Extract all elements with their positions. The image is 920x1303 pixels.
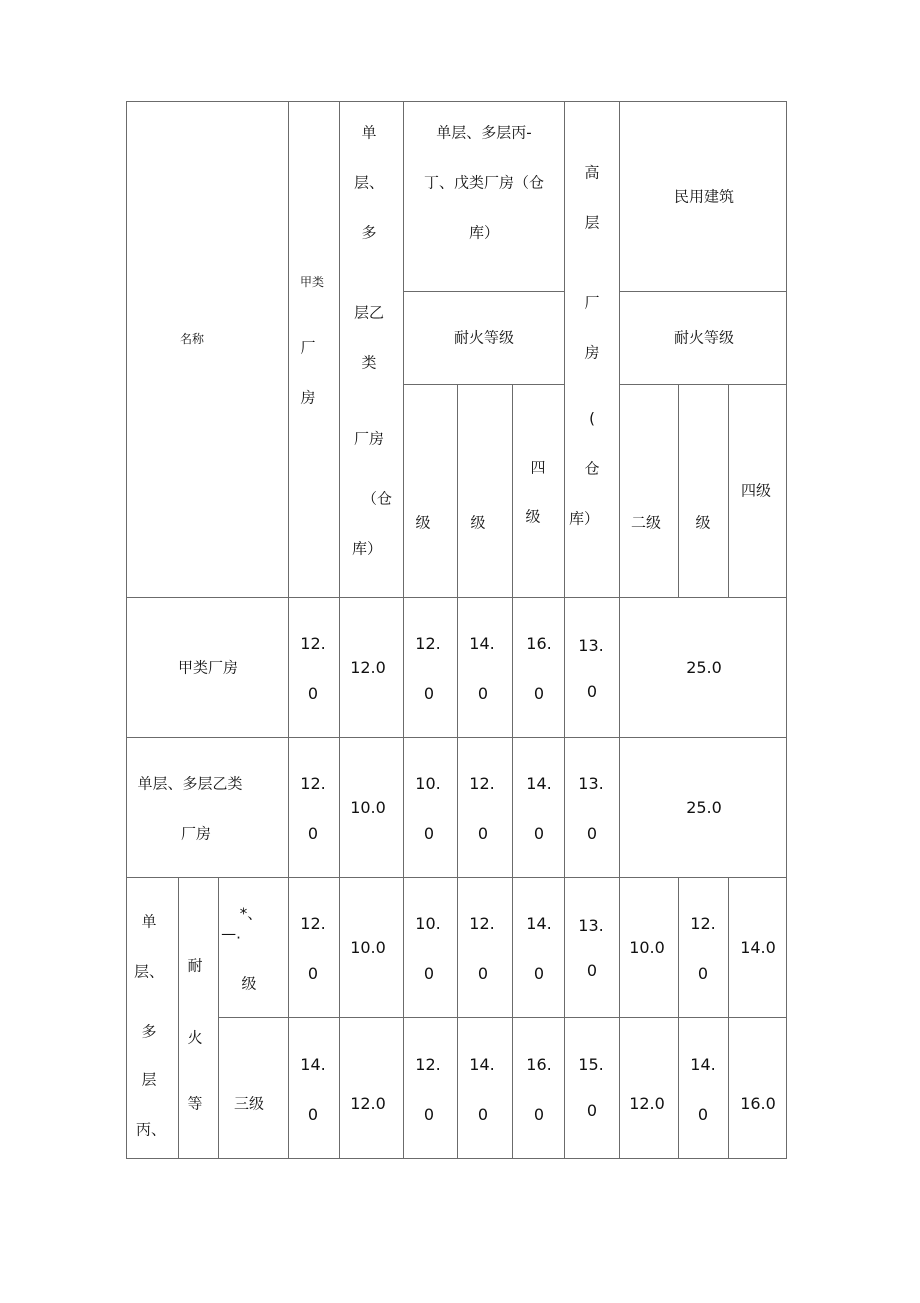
group3-sub1-cde-3 — [512, 877, 565, 1018]
group3-label1-line3: 多 — [141, 1022, 157, 1041]
row1-class-a-v2: 0 — [307, 684, 319, 703]
group3-sub1-civil-2-v1: 12. — [690, 914, 716, 933]
group3-sub2-class-a-v1: 14. — [300, 1055, 326, 1074]
header-class-b-line5: 类 — [361, 353, 377, 372]
group3-sub2-civil-2-v1: 14. — [690, 1055, 716, 1074]
row1-cde-2-v1: 14. — [469, 634, 495, 653]
row2-civil-v: 25.0 — [686, 798, 722, 817]
group3-label2-line2: 火 — [187, 1028, 203, 1047]
group3-sub1-cde-3-v2: 0 — [533, 964, 545, 983]
header-fire-rating-civil-label: 耐火等级 — [673, 328, 735, 347]
group3-sub2-class-a — [288, 1017, 340, 1159]
header-grade-cde-1 — [403, 384, 458, 598]
group3-sub2-civil-1-v: 12.0 — [629, 1094, 665, 1113]
row2-high-rise-v1: 13. — [578, 774, 604, 793]
header-class-a-line1: 甲类 — [299, 275, 325, 289]
group3-sub1-cde-1-v1: 10. — [415, 914, 441, 933]
row1-class-a-v1: 12. — [300, 634, 326, 653]
group3-sub1-label-line1: *、 — [239, 904, 263, 923]
row1-cde-3-v1: 16. — [526, 634, 552, 653]
header-class-cde-line3: 库） — [468, 223, 500, 242]
header-class-a-line3: 房 — [300, 388, 316, 407]
group3-sub2-civil-2 — [678, 1017, 729, 1159]
group3-sub2-cde-2-v1: 14. — [469, 1055, 495, 1074]
group3-sub1-civil-3-v: 14.0 — [740, 938, 776, 957]
group3-sub1-high-rise — [564, 877, 620, 1018]
group3-sub2-class-a-v2: 0 — [307, 1105, 319, 1124]
row1-high-rise-v1: 13. — [578, 636, 604, 655]
group3-sub1-cde-1-v2: 0 — [423, 964, 435, 983]
header-civil-label: 民用建筑 — [673, 187, 735, 206]
row1-class-b — [339, 597, 404, 738]
group3-sub1-cde-2-v2: 0 — [477, 964, 489, 983]
row1-civil-v: 25.0 — [686, 658, 722, 677]
group3-label2-line3: 等 — [187, 1094, 203, 1113]
header-fire-rating-cde-label: 耐火等级 — [453, 328, 515, 347]
group3-sub1-class-b-v: 10.0 — [350, 938, 386, 957]
header-class-cde-cell — [403, 101, 565, 292]
group3-sub2-class-b-v: 12.0 — [350, 1094, 386, 1113]
group3-sub2-high-rise-v2: 0 — [586, 1101, 598, 1120]
group3-sub1-cde-1 — [403, 877, 458, 1018]
group3-sub1-label-cell — [218, 877, 289, 1018]
row2-civil — [619, 737, 787, 878]
header-high-rise-line6: 仓 — [584, 459, 600, 478]
row2-cde-1 — [403, 737, 458, 878]
row2-cde-2-v2: 0 — [477, 824, 489, 843]
header-civil-cell — [619, 101, 787, 292]
group3-label1-line5: 丙、 — [135, 1120, 167, 1139]
header-grade-civil-1 — [619, 384, 679, 598]
group3-sub2-civil-3-v: 16.0 — [740, 1094, 776, 1113]
header-high-rise-line7: 库） — [568, 509, 600, 528]
group3-sub1-cde-2-v1: 12. — [469, 914, 495, 933]
group3-sub2-civil-3 — [728, 1017, 787, 1159]
header-class-b-line4: 层乙 — [353, 303, 385, 322]
header-class-b-line1: 单 — [361, 123, 377, 142]
header-grade-civil-2-label: 级 — [695, 513, 711, 532]
row1-label: 甲类厂房 — [177, 658, 239, 677]
header-class-b-line8: 库） — [351, 539, 383, 558]
group3-sub2-cde-3 — [512, 1017, 565, 1159]
group3-sub1-cde-2 — [457, 877, 513, 1018]
row2-class-a-v1: 12. — [300, 774, 326, 793]
header-class-cde-line1: 单层、多层丙- — [436, 123, 532, 142]
header-grade-cde-3 — [512, 384, 565, 598]
group3-label1-cell — [126, 877, 179, 1159]
row1-civil — [619, 597, 787, 738]
group3-sub2-label: 三级 — [233, 1094, 265, 1113]
row2-label-line2: 厂房 — [180, 824, 212, 843]
group3-sub1-class-a — [288, 877, 340, 1018]
header-fire-rating-cde-cell — [403, 291, 565, 385]
group3-sub2-cde-1-v1: 12. — [415, 1055, 441, 1074]
group3-label2-cell — [178, 877, 219, 1159]
row2-high-rise — [564, 737, 620, 878]
row1-cde-2 — [457, 597, 513, 738]
header-name-cell — [126, 101, 289, 598]
row1-cde-1-v2: 0 — [423, 684, 435, 703]
row1-cde-1-v1: 12. — [415, 634, 441, 653]
header-grade-cde-2 — [457, 384, 513, 598]
header-class-a-line2: 厂 — [300, 338, 316, 357]
row2-class-a-v2: 0 — [307, 824, 319, 843]
group3-sub2-class-b — [339, 1017, 404, 1159]
header-high-rise-line3: 厂 — [584, 293, 600, 312]
group3-sub2-cde-2-v2: 0 — [477, 1105, 489, 1124]
header-name-label: 名称 — [179, 332, 205, 346]
row2-cde-3 — [512, 737, 565, 878]
row2-cde-2 — [457, 737, 513, 878]
header-class-a-cell — [288, 101, 340, 598]
group3-sub2-civil-1 — [619, 1017, 679, 1159]
header-fire-rating-civil-cell — [619, 291, 787, 385]
group3-sub2-cde-3-v2: 0 — [533, 1105, 545, 1124]
group3-sub1-high-rise-v1: 13. — [578, 916, 604, 935]
header-grade-cde-3-label1: 四 — [530, 458, 546, 477]
header-high-rise-cell — [564, 101, 620, 598]
group3-sub2-label-cell — [218, 1017, 289, 1159]
row2-cde-1-v1: 10. — [415, 774, 441, 793]
header-high-rise-line1: 高 — [584, 163, 600, 182]
row2-cde-3-v1: 14. — [526, 774, 552, 793]
group3-sub2-civil-2-v2: 0 — [697, 1105, 709, 1124]
row2-cde-2-v1: 12. — [469, 774, 495, 793]
group3-sub1-label-line2: —. — [221, 924, 241, 943]
group3-label2-line1: 耐 — [187, 956, 203, 975]
header-class-b-cell — [339, 101, 404, 598]
row2-label-cell — [126, 737, 289, 878]
row1-high-rise-v2: 0 — [586, 682, 598, 701]
row2-class-a — [288, 737, 340, 878]
group3-sub2-cde-1 — [403, 1017, 458, 1159]
row2-class-b — [339, 737, 404, 878]
header-grade-cde-3-label2: 级 — [525, 507, 541, 526]
group3-sub1-class-b — [339, 877, 404, 1018]
group3-label1-line4: 层 — [141, 1070, 157, 1089]
header-class-b-line6: 厂房 — [353, 429, 385, 448]
group3-sub2-cde-2 — [457, 1017, 513, 1159]
row1-label-cell — [126, 597, 289, 738]
group3-sub2-high-rise-v1: 15. — [578, 1055, 604, 1074]
group3-sub2-high-rise — [564, 1017, 620, 1159]
row1-high-rise — [564, 597, 620, 738]
row1-class-a — [288, 597, 340, 738]
header-high-rise-line5: ( — [589, 409, 595, 428]
group3-sub1-civil-1-v: 10.0 — [629, 938, 665, 957]
header-high-rise-line4: 房 — [584, 343, 600, 362]
row2-label-line1: 单层、多层乙类 — [137, 774, 243, 793]
row2-cde-3-v2: 0 — [533, 824, 545, 843]
group3-sub1-label-line3: 级 — [241, 974, 257, 993]
header-grade-cde-1-label: 级 — [415, 513, 431, 532]
group3-sub1-class-a-v2: 0 — [307, 964, 319, 983]
group3-sub2-cde-1-v2: 0 — [423, 1105, 435, 1124]
group3-label1-line1: 单 — [141, 912, 157, 931]
row2-cde-1-v2: 0 — [423, 824, 435, 843]
group3-sub1-civil-3 — [728, 877, 787, 1018]
group3-sub1-civil-2-v2: 0 — [697, 964, 709, 983]
group3-sub1-civil-2 — [678, 877, 729, 1018]
group3-sub1-civil-1 — [619, 877, 679, 1018]
group3-sub1-cde-3-v1: 14. — [526, 914, 552, 933]
header-high-rise-line2: 层 — [584, 213, 600, 232]
group3-sub1-class-a-v1: 12. — [300, 914, 326, 933]
header-grade-civil-1-label: 二级 — [630, 513, 662, 532]
row2-class-b-v: 10.0 — [350, 798, 386, 817]
header-grade-civil-2 — [678, 384, 729, 598]
row1-cde-2-v2: 0 — [477, 684, 489, 703]
header-grade-civil-3 — [728, 384, 787, 598]
header-grade-cde-2-label: 级 — [470, 513, 486, 532]
group3-sub1-high-rise-v2: 0 — [586, 961, 598, 980]
header-class-b-line7: （仓 — [361, 489, 393, 508]
group3-sub2-cde-3-v1: 16. — [526, 1055, 552, 1074]
row1-cde-3-v2: 0 — [533, 684, 545, 703]
row1-class-b-v: 12.0 — [350, 658, 386, 677]
header-grade-civil-3-label: 四级 — [740, 481, 772, 500]
row1-cde-1 — [403, 597, 458, 738]
row2-high-rise-v2: 0 — [586, 824, 598, 843]
header-class-b-line3: 多 — [361, 223, 377, 242]
header-class-cde-line2: 丁、戊类厂房（仓 — [423, 173, 545, 192]
group3-label1-line2: 层、 — [133, 962, 165, 981]
row1-cde-3 — [512, 597, 565, 738]
header-class-b-line2: 层、 — [353, 173, 385, 192]
